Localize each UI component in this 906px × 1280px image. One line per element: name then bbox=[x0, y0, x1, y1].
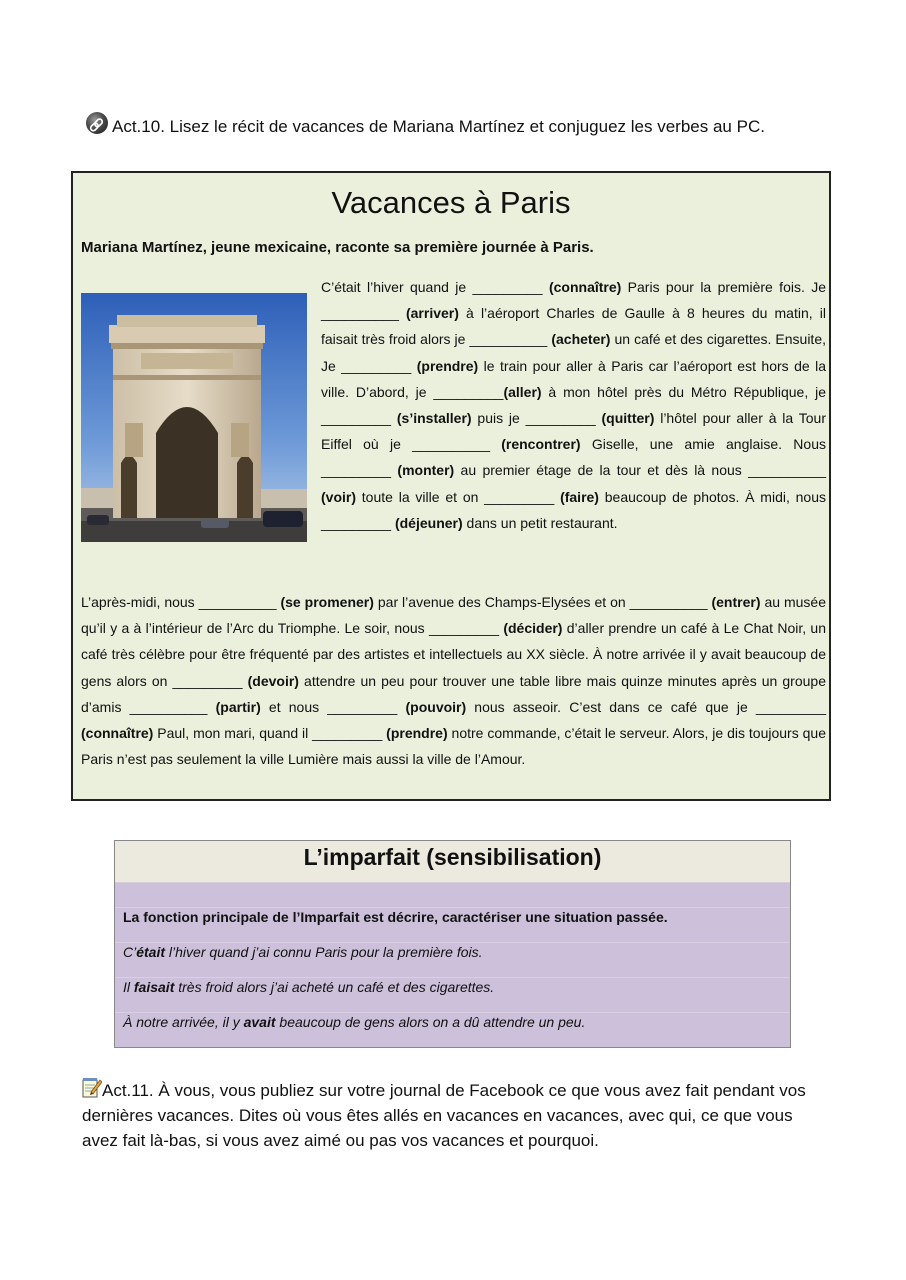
divider bbox=[115, 907, 790, 908]
verb-hint: (arriver) bbox=[405, 305, 459, 322]
notepad-pencil-icon bbox=[82, 1076, 102, 1098]
verb-hint: (faire) bbox=[560, 488, 599, 505]
verb-hint: (devoir) bbox=[247, 672, 299, 689]
verb-hint: (quitter) bbox=[601, 410, 655, 427]
verb-hint: (monter) bbox=[397, 462, 455, 479]
verb-hint: était bbox=[136, 944, 166, 960]
verb-hint: avait bbox=[243, 1014, 276, 1030]
verb-hint: (prendre) bbox=[386, 725, 448, 742]
verb-hint: (partir) bbox=[215, 698, 261, 715]
verb-hint: (se promener) bbox=[280, 594, 374, 610]
act11-instruction bbox=[82, 1076, 827, 1153]
imparfait-definition: La fonction principale de l’Imparfait est décrire, caractériser une situation passée. bbox=[123, 909, 668, 925]
act11-text: Act.11. À vous, vous publiez sur votre journal de Facebook ce que vous avez fait pendant vos dernières vacances. Dites où vous êtes allés en vacances en vacances, avec qui, ce que vous avez fait là-bas, si vous avez aimé ou pas vos vacances et pourquoi. bbox=[82, 1081, 806, 1150]
arc-de-triomphe-photo bbox=[81, 293, 307, 542]
story-paragraph-2: L’après-midi, nous __________ (se promener) par l’avenue des Champs-Elysées et on __________ (entrer) au musée qu’il y a à l’intérieur de l’Arc du Triomphe. Le soir, nous _________ (décider) d’aller prendre un café à Le Chat Noir, un café très célèbre pour être fréquenté par des artistes et intellectuels au XX siècle. À notre arrivée il y avait beaucoup de gens alors on _________ (devoir) attendre un peu pour trouver une table libre mais quinze minutes après un groupe d’amis __________ (partir) et nous _________ (pouvoir) nous asseoir. C’est dans ce café que je _________ (connaître) Paul, mon mari, quand il _________ (prendre) notre commande, c’était le serveur. Alors, je dis toujours que Paris n’est pas seulement la ville Lumière mais aussi la ville de l’Amour. bbox=[81, 594, 827, 768]
story-box bbox=[71, 171, 831, 801]
verb-hint: faisait bbox=[133, 979, 175, 995]
imparfait-example-1: C’était l’hiver quand j’ai connu Paris pour la première fois. bbox=[123, 944, 483, 960]
verb-hint: (aller) bbox=[503, 383, 542, 400]
link-icon bbox=[86, 112, 108, 134]
verb-hint: (s’installer) bbox=[396, 410, 472, 427]
verb-hint: (connaître) bbox=[81, 725, 154, 742]
divider bbox=[115, 977, 790, 978]
imparfait-box bbox=[114, 840, 791, 1048]
verb-hint: (déjeuner) bbox=[394, 514, 463, 531]
act10-text: Act.10. Lisez le récit de vacances de Mariana Martínez et conjuguez les verbes au PC. bbox=[112, 117, 765, 136]
story-title: Vacances à Paris bbox=[331, 185, 571, 220]
imparfait-example-2: Il faisait très froid alors j’ai acheté un café et des cigarettes. bbox=[123, 979, 495, 995]
verb-hint: (acheter) bbox=[551, 331, 611, 348]
divider bbox=[115, 1012, 790, 1013]
story-subtitle: Mariana Martínez, jeune mexicaine, raconte sa première journée à Paris. bbox=[81, 239, 594, 256]
act10-instruction bbox=[86, 112, 846, 139]
imparfait-example-3: À notre arrivée, il y avait beaucoup de gens alors on a dû attendre un peu. bbox=[123, 1014, 586, 1030]
imparfait-title: L’imparfait (sensibilisation) bbox=[115, 841, 790, 883]
verb-hint: (entrer) bbox=[711, 594, 761, 610]
verb-hint: (décider) bbox=[503, 620, 563, 637]
verb-hint: (rencontrer) bbox=[501, 436, 581, 453]
divider bbox=[115, 942, 790, 943]
verb-hint: (connaître) bbox=[548, 279, 622, 295]
verb-hint: (voir) bbox=[321, 488, 356, 505]
verb-hint: (prendre) bbox=[416, 357, 479, 374]
verb-hint: (pouvoir) bbox=[405, 698, 467, 715]
story-paragraph-1: C’était l’hiver quand je _________ (connaître) Paris pour la première fois. Je __________ (arriver) à l’aéroport Charles de Gaulle à 8 heures du matin, il faisait très froid alors je __________ (acheter) un café et des cigarettes. Ensuite, Je _________ (prendre) le train pour aller à Paris car l’aéroport est hors de la ville. D’abord, je _________(aller) à mon hôtel près du Métro République, je _________ (s’installer) puis je _________ (quitter) l’hôtel pour aller à la Tour Eiffel où je __________ (rencontrer) Giselle, une amie anglaise. Nous _________ (monter) au premier étage de la tour et dès là nous __________ (voir) toute la ville et on _________ (faire) beaucoup de photos. À midi, nous _________ (déjeuner) dans un petit restaurant. bbox=[321, 279, 827, 531]
